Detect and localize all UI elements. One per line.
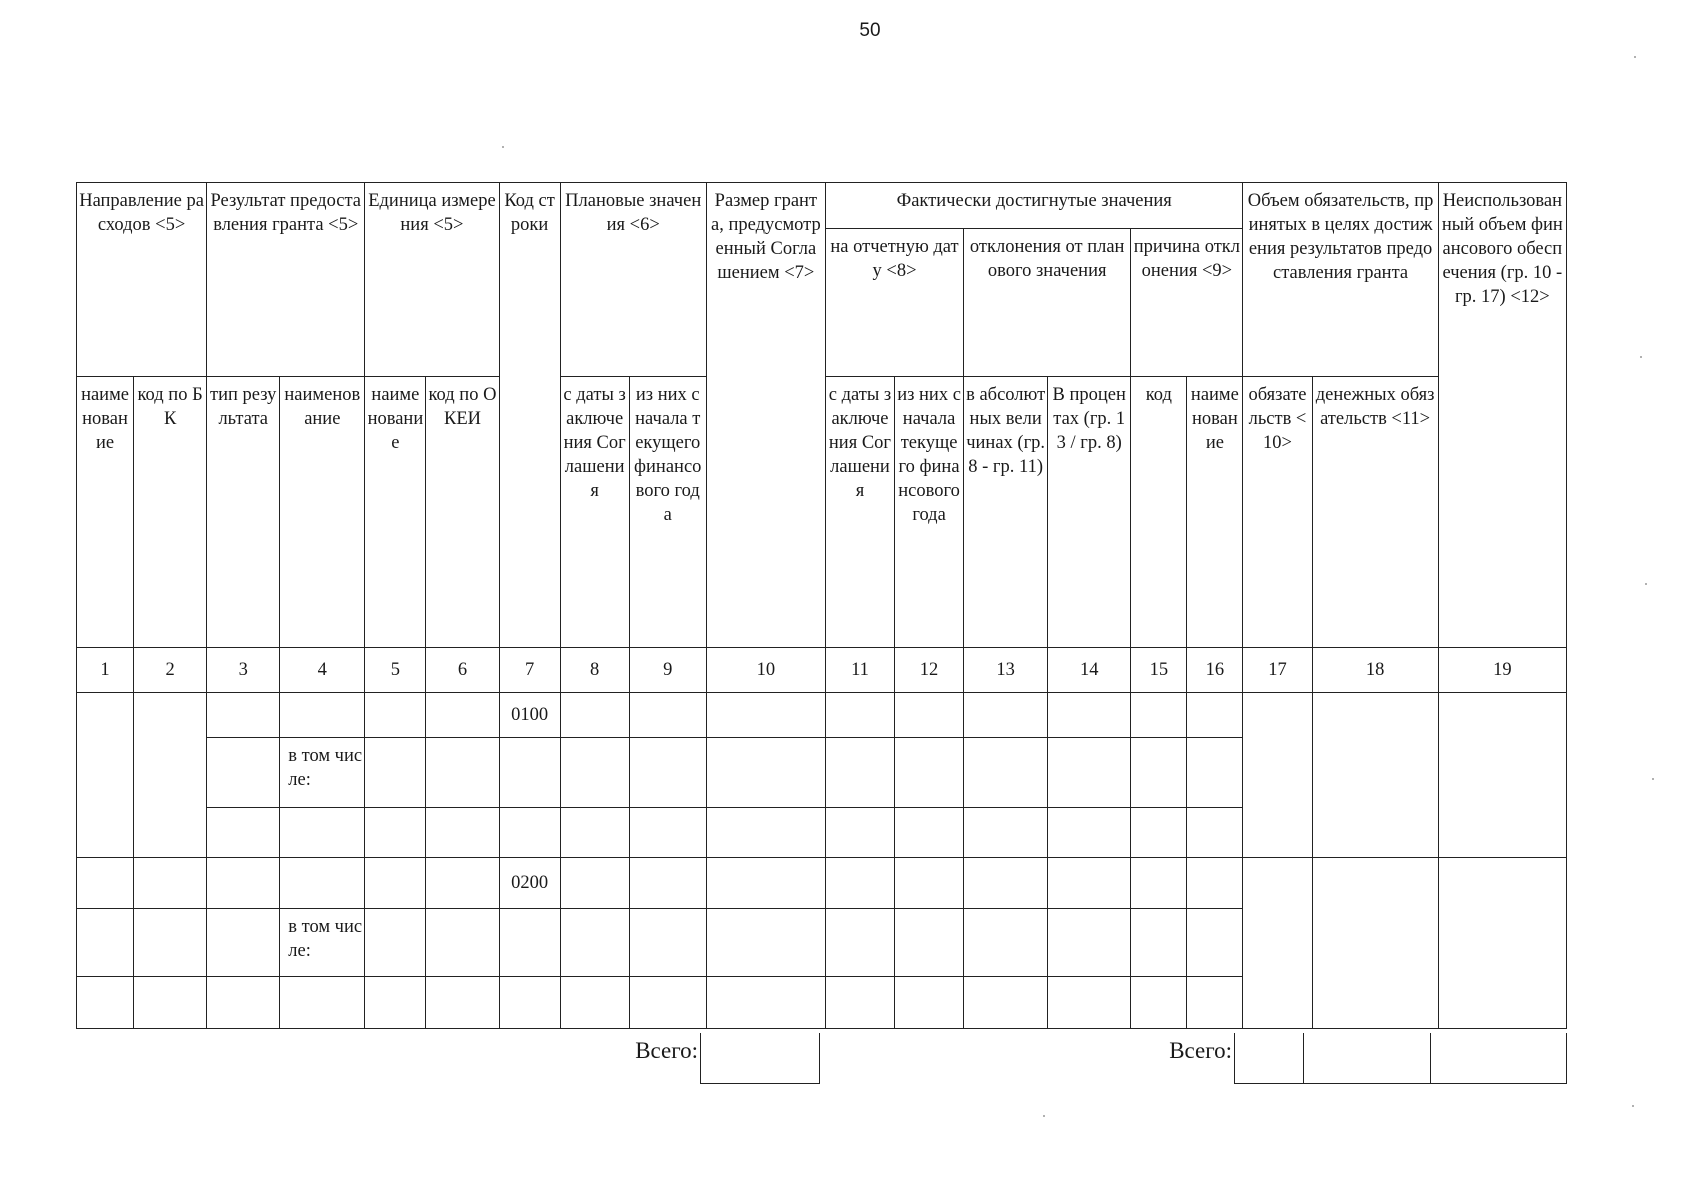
column-number: 16 (1187, 648, 1243, 693)
table-cell[interactable] (280, 693, 365, 738)
table-cell[interactable] (964, 909, 1048, 977)
table-cell[interactable] (1131, 693, 1187, 738)
table-cell[interactable] (895, 808, 964, 858)
scan-speck (1634, 56, 1636, 58)
table-cell[interactable] (629, 909, 706, 977)
header-grant-result: Результат предоставления гранта <5> (207, 183, 365, 377)
total-label-left: Всего: (635, 1038, 698, 1063)
column-number: 13 (964, 648, 1048, 693)
table-cell[interactable] (706, 909, 825, 977)
row-code-cell: 0100 (499, 693, 560, 738)
table-cell[interactable] (1131, 977, 1187, 1029)
table-cell[interactable] (964, 808, 1048, 858)
table-cell[interactable] (1438, 858, 1566, 1029)
total-grant-cell[interactable] (700, 1033, 820, 1084)
table-cell[interactable] (560, 858, 629, 909)
table-cell[interactable] (964, 977, 1048, 1029)
header-reason: причина отклонения <9> (1131, 229, 1243, 377)
column-number: 5 (365, 648, 426, 693)
column-number: 4 (280, 648, 365, 693)
table-cell[interactable] (560, 693, 629, 738)
table-cell[interactable] (964, 693, 1048, 738)
table-cell[interactable] (1048, 693, 1131, 738)
table-cell[interactable] (895, 977, 964, 1029)
table-cell[interactable] (207, 858, 280, 909)
scan-speck (1652, 778, 1654, 780)
table-cell[interactable] (426, 909, 499, 977)
col-16-name: наименование (1187, 377, 1243, 648)
column-number: 1 (77, 648, 134, 693)
table-cell[interactable] (1048, 909, 1131, 977)
table-cell[interactable] (706, 738, 825, 808)
table-cell[interactable] (134, 977, 207, 1029)
table-cell[interactable] (207, 693, 280, 738)
table-cell[interactable] (1187, 977, 1243, 1029)
column-number: 8 (560, 648, 629, 693)
grant-report-table (76, 182, 1567, 1029)
table-cell[interactable] (895, 693, 964, 738)
table-cell[interactable] (825, 808, 894, 858)
column-number: 9 (629, 648, 706, 693)
col-3-result-type: тип результата (207, 377, 280, 648)
col-18-money-obligations: денежных обязательств <11> (1312, 377, 1438, 648)
table-cell[interactable] (560, 738, 629, 808)
col-13-absolute: в абсолютных величинах (гр. 8 - гр. 11) (964, 377, 1048, 648)
scan-speck (1640, 356, 1642, 358)
table-cell[interactable] (560, 808, 629, 858)
table-cell[interactable] (964, 858, 1048, 909)
col-8-from-agreement: с даты заключения Соглашения (560, 377, 629, 648)
table-cell[interactable] (365, 693, 426, 738)
table-cell[interactable] (706, 693, 825, 738)
col-1-name: наименование (77, 377, 134, 648)
column-number: 18 (1312, 648, 1438, 693)
column-number: 6 (426, 648, 499, 693)
table-cell[interactable] (1312, 858, 1438, 1029)
column-number: 7 (499, 648, 560, 693)
table-cell[interactable] (1312, 693, 1438, 858)
header-actual-values: Фактически достигнутые значения (825, 183, 1243, 229)
header-grant-size: Размер гранта, предусмотренный Соглашением <7> (706, 183, 825, 648)
table-cell[interactable] (499, 738, 560, 808)
table-cell[interactable] (825, 909, 894, 977)
table-cell[interactable] (426, 977, 499, 1029)
total-money-obligations-cell[interactable] (1304, 1033, 1431, 1083)
table-cell[interactable] (426, 858, 499, 909)
column-number: 14 (1048, 648, 1131, 693)
header-row-code: Код строки (499, 183, 560, 648)
col-12-current-year: из них с начала текущего финансового года (895, 377, 964, 648)
table-cell[interactable] (825, 858, 894, 909)
header-obligations: Объем обязательств, принятых в целях достижения результатов предоставления гранта (1243, 183, 1438, 377)
table-cell[interactable] (1243, 858, 1312, 1029)
column-number: 3 (207, 648, 280, 693)
col-11-from-agreement: с даты заключения Соглашения (825, 377, 894, 648)
table-cell[interactable] (629, 977, 706, 1029)
scan-speck (502, 146, 504, 148)
table-cell[interactable] (365, 977, 426, 1029)
table-cell[interactable] (964, 738, 1048, 808)
header-planned-values: Плановые значения <6> (560, 183, 706, 377)
table-cell[interactable] (365, 738, 426, 808)
table-cell[interactable] (207, 808, 280, 858)
table-cell[interactable] (706, 977, 825, 1029)
table-cell[interactable] (77, 909, 134, 977)
header-deviation: отклонения от планового значения (964, 229, 1131, 377)
table-cell[interactable] (499, 909, 560, 977)
table-cell[interactable] (1048, 977, 1131, 1029)
header-unused-volume: Неиспользованный объем финансового обеспечения (гр. 10 - гр. 17) <12> (1438, 183, 1566, 648)
table-cell[interactable] (77, 858, 134, 909)
table-row (77, 693, 1567, 738)
table-cell[interactable] (1048, 858, 1131, 909)
table-cell[interactable] (1131, 738, 1187, 808)
table-cell[interactable] (134, 858, 207, 909)
col-2-bk-code: код по БК (134, 377, 207, 648)
header-expense-direction: Направление расходов <5> (77, 183, 207, 377)
total-unused-cell[interactable] (1431, 1033, 1565, 1083)
table-cell[interactable] (207, 909, 280, 977)
table-cell[interactable] (825, 738, 894, 808)
table-cell[interactable] (280, 808, 365, 858)
table-cell[interactable] (426, 738, 499, 808)
table-cell[interactable] (499, 808, 560, 858)
table-cell[interactable] (365, 909, 426, 977)
column-number: 17 (1243, 648, 1312, 693)
column-number: 15 (1131, 648, 1187, 693)
table-cell[interactable] (1048, 738, 1131, 808)
table-cell[interactable] (706, 858, 825, 909)
table-cell[interactable] (280, 977, 365, 1029)
including-label: в том числе: (280, 738, 365, 808)
table-cell[interactable] (1187, 858, 1243, 909)
scan-speck (1043, 1115, 1045, 1117)
table-cell[interactable] (1048, 808, 1131, 858)
col-5-name: наименование (365, 377, 426, 648)
scan-speck (1645, 583, 1647, 585)
table-cell[interactable] (560, 977, 629, 1029)
page-number: 50 (859, 20, 881, 41)
scan-speck (1632, 1105, 1634, 1107)
table-cell[interactable] (207, 738, 280, 808)
table-cell[interactable] (1187, 738, 1243, 808)
including-label: в том числе: (280, 909, 365, 977)
table-row (77, 858, 1567, 909)
table-cell[interactable] (1187, 808, 1243, 858)
table-cell[interactable] (706, 808, 825, 858)
table-cell[interactable] (426, 693, 499, 738)
table-cell[interactable] (1131, 858, 1187, 909)
col-15-code: код (1131, 377, 1187, 648)
table-cell[interactable] (365, 858, 426, 909)
table-cell[interactable] (1187, 693, 1243, 738)
table-cell[interactable] (895, 858, 964, 909)
col-17-obligations: обязательств <10> (1243, 377, 1312, 648)
table-cell[interactable] (629, 693, 706, 738)
table-cell[interactable] (77, 693, 134, 858)
column-number: 19 (1438, 648, 1566, 693)
table-cell[interactable] (1438, 693, 1566, 858)
column-number: 10 (706, 648, 825, 693)
column-number: 11 (825, 648, 894, 693)
table-cell[interactable] (1187, 909, 1243, 977)
table-cell[interactable] (560, 909, 629, 977)
table-cell[interactable] (895, 738, 964, 808)
row-code-cell: 0200 (499, 858, 560, 909)
table-cell[interactable] (280, 858, 365, 909)
table-cell[interactable] (77, 977, 134, 1029)
table-cell[interactable] (1131, 808, 1187, 858)
table-cell[interactable] (629, 808, 706, 858)
table-cell[interactable] (1131, 909, 1187, 977)
total-obligations-row (1234, 1033, 1567, 1084)
table-cell[interactable] (134, 693, 207, 858)
col-14-percent: В процентах (гр. 13 / гр. 8) (1048, 377, 1131, 648)
col-6-okei-code: код по ОКЕИ (426, 377, 499, 648)
column-number: 12 (895, 648, 964, 693)
table-cell[interactable] (825, 693, 894, 738)
table-cell[interactable] (1243, 693, 1312, 858)
table-cell[interactable] (426, 808, 499, 858)
header-fact-date: на отчетную дату <8> (825, 229, 963, 377)
total-label-right: Всего: (1169, 1038, 1232, 1063)
total-obligations-cell[interactable] (1235, 1033, 1304, 1083)
table-cell[interactable] (825, 977, 894, 1029)
table-cell[interactable] (134, 909, 207, 977)
column-number: 2 (134, 648, 207, 693)
table-cell[interactable] (499, 977, 560, 1029)
col-9-current-year: из них с начала текущего финансового года (629, 377, 706, 648)
header-unit: Единица измерения <5> (365, 183, 499, 377)
table-cell[interactable] (365, 808, 426, 858)
table-cell[interactable] (207, 977, 280, 1029)
table-cell[interactable] (895, 909, 964, 977)
table-cell[interactable] (629, 858, 706, 909)
table-cell[interactable] (629, 738, 706, 808)
col-4-name: наименование (280, 377, 365, 648)
